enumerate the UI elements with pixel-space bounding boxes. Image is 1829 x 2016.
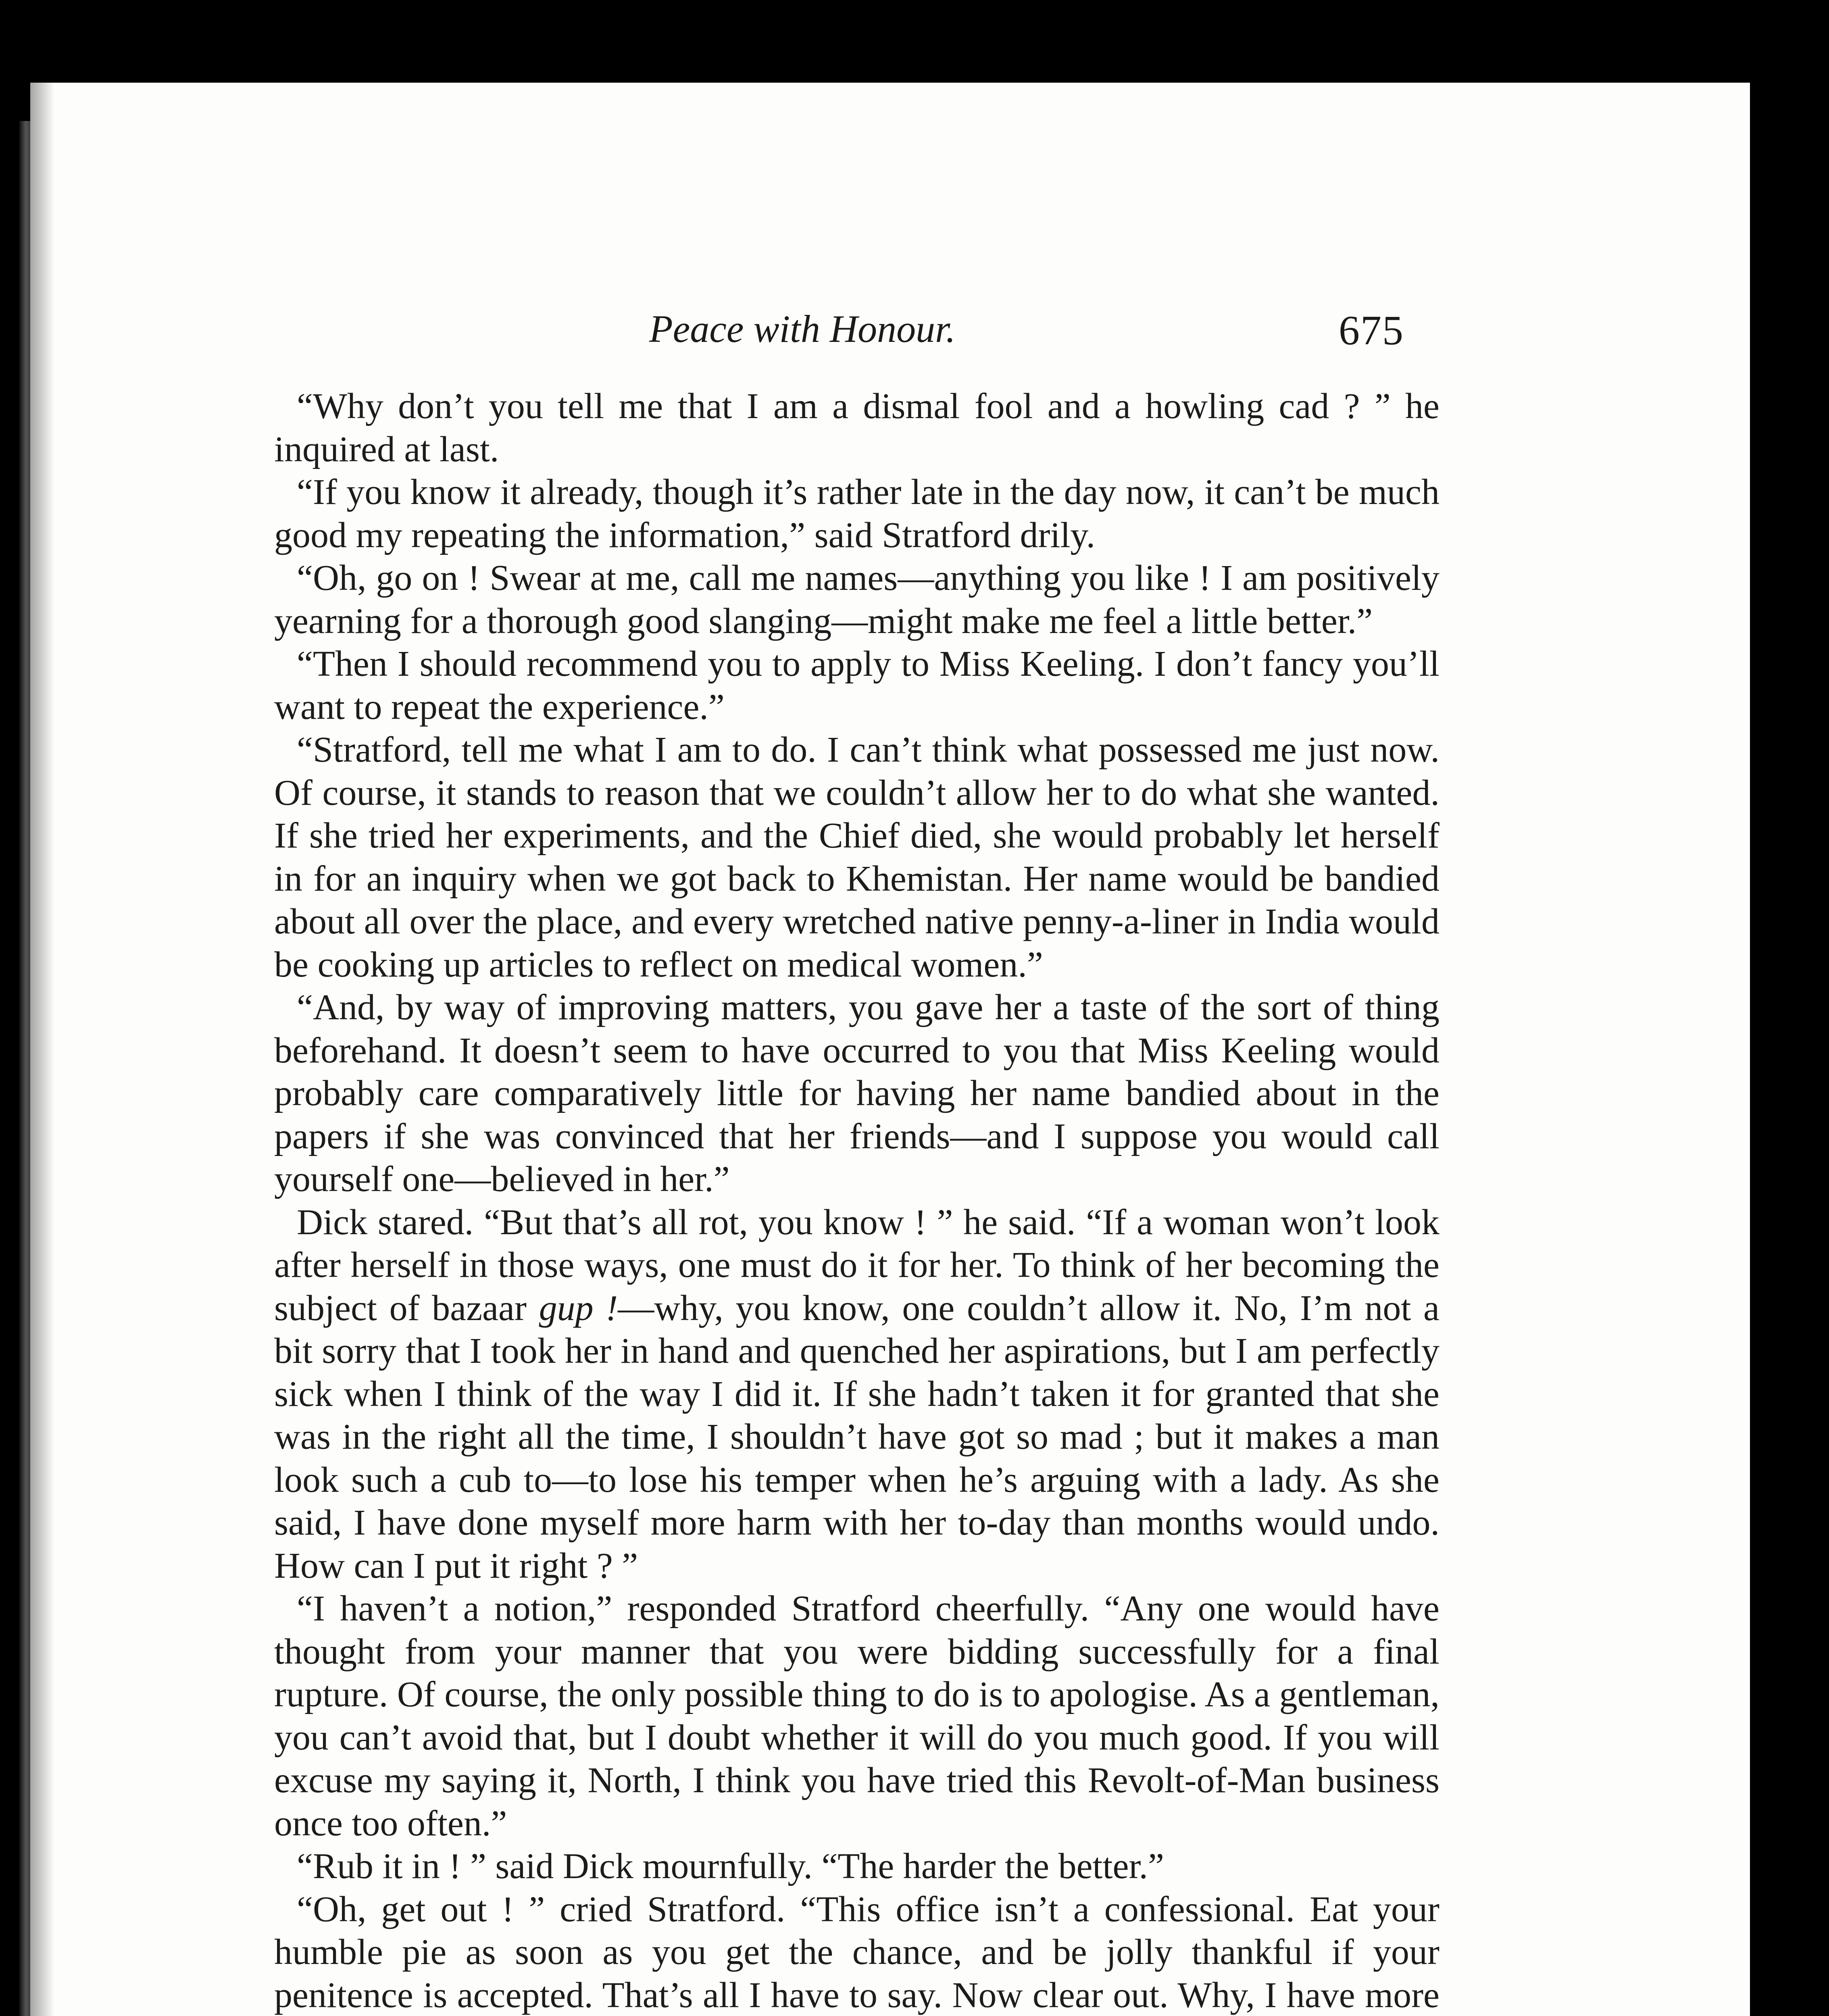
page-gutter-shadow [30, 83, 54, 2016]
italic-word: gup ! [539, 1288, 618, 1328]
paragraph: “Rub it in ! ” said Dick mournfully. “The harder the better.” [297, 1846, 1164, 1886]
paragraph: “I haven’t a notion,” responded Stratford cheerfully. “Any one would have thought from your manner that you were bidding successfully for a final rupture. Of course, the only possible thing to do is to apologise. As a gentleman, you can’t avoid that, but I doubt whether it will do you much good. If you will excuse my saying it, North, I think you have tried this Revolt-of-Man business once too often.” [274, 1589, 1439, 1843]
paragraph: “Then I should recommend you to apply to Miss Keeling. I don’t fancy you’ll want to repeat the experience.” [274, 644, 1439, 727]
paragraph: “Oh, go on ! Swear at me, call me names—anything you like ! I am positively yearning for a thorough good slanging—might make me feel a little better.” [274, 558, 1439, 641]
paragraph-text: Dick stared. “But that’s all rot, you know ! ” he said. “If a woman won’t look after herself in those ways, one must do it for her. To think of her becoming the subject of bazaar [274, 1202, 1439, 1328]
running-title: Peace with Honour. [649, 307, 956, 350]
paragraph: “Stratford, tell me what I am to do. I can’t think what possessed me just now. Of course, it stands to reason that we couldn’t allow her to do what she wanted. If she tried her experiments, and the Chief died, she would probably let herself in for an inquiry when we got back to Khemistan. Her name would be bandied about all over the place, and every wretched native penny-a-liner in India would be cooking up articles to reflect on medical women.” [274, 730, 1439, 985]
paragraph [274, 1201, 1439, 1588]
paragraph: “Oh, get out ! ” cried Stratford. “This office isn’t a confessional. Eat your humble pie as soon as you get the chance, and be jolly thankful if your penitence is accepted. That’s all I have to say. Now clear out. Why, I have more [274, 1889, 1439, 2015]
paragraph-text: —why, you know, one couldn’t allow it. No, I’m not a bit sorry that I took her in hand and quenched her aspirations, but I am perfectly sick when I think of the way I did it. If she hadn’t taken it for granted that she was in the right all the time, I shouldn’t have got so mad ; but it makes a man look such a cub to—to lose his temper when he’s arguing with a lady. As she said, I have done myself more harm with her to-day than months would undo. How can I put it right ? ” [274, 1288, 1439, 1586]
body-text [274, 385, 1439, 2016]
paragraph: “And, by way of improving matters, you gave her a taste of the sort of thing beforehand. It doesn’t seem to have occurred to you that Miss Keeling would probably care comparatively little for having her name bandied about in the papers if she was convinced that her friends—and I suppose you would call yourself one—believed in her.” [274, 987, 1439, 1199]
page-number: 675 [1339, 307, 1404, 354]
paragraph: “Why don’t you tell me that I am a dismal fool and a howling cad ? ” he inquired at last. [274, 386, 1439, 469]
paragraph: “If you know it already, though it’s rather late in the day now, it can’t be much good my repeating the information,” said Stratford drily. [274, 472, 1439, 555]
